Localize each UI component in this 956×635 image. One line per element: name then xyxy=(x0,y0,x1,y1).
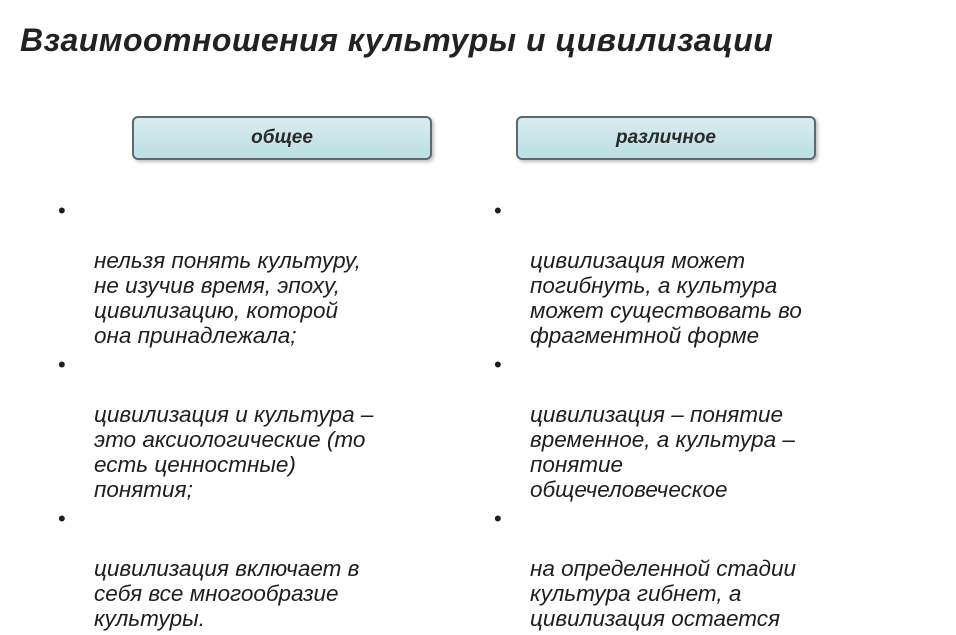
list-item-text: нельзя понять культуру, не изучив время, эпоху, цивилизацию, которой она принадлежала; xyxy=(94,248,361,348)
bullet-icon: • xyxy=(58,352,66,377)
bullet-icon: • xyxy=(58,198,66,223)
different-heading-box xyxy=(516,116,816,160)
list-item xyxy=(494,352,934,502)
list-item-text: цивилизация может погибнуть, а культура может существовать во фрагментной форме xyxy=(530,248,802,348)
bullet-icon: • xyxy=(494,352,502,377)
common-heading-box xyxy=(132,116,432,160)
different-list xyxy=(494,198,934,635)
list-item xyxy=(58,506,478,631)
bullet-icon: • xyxy=(494,198,502,223)
list-item xyxy=(494,506,934,631)
list-item xyxy=(58,198,478,348)
common-heading-label: общее xyxy=(251,127,313,148)
page-title: Взаимоотношения культуры и цивилизации xyxy=(20,22,774,58)
bullet-icon: • xyxy=(494,506,502,531)
common-list xyxy=(58,198,478,635)
list-item-text: цивилизация – понятие временное, а культура – понятие общечеловеческое xyxy=(530,402,795,502)
list-item-text: на определенной стадии культура гибнет, а цивилизация остается xyxy=(530,556,796,631)
list-item xyxy=(494,198,934,348)
list-item-text: цивилизация включает в себя все многообразие культуры. xyxy=(94,556,360,631)
list-item-text: цивилизация и культура – это аксиологические (то есть ценностные) понятия; xyxy=(94,402,374,502)
different-heading-label: различное xyxy=(615,127,717,148)
bullet-icon: • xyxy=(58,506,66,531)
list-item xyxy=(58,352,478,502)
